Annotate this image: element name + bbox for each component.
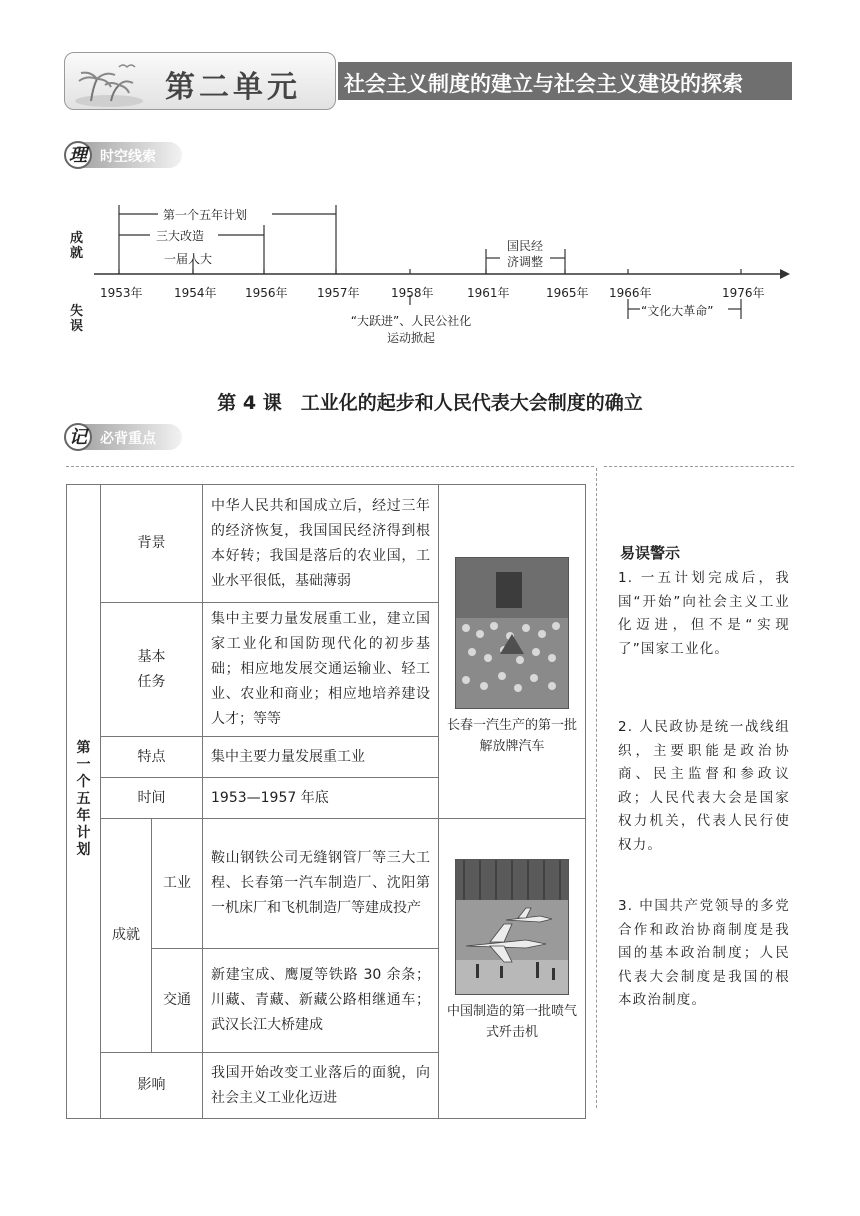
timeline-event-leap: “大跃进”、人民公社化运动掀起 [350,314,472,345]
content-industry: 鞍山钢铁公司无缝钢管厂等三大工程、长春第一汽车制造厂、沈阳第一机床厂和飞机制造厂等建成投产 [203,819,439,949]
timeline-event-npc: 一届人大 [164,252,213,266]
section-tag-timeline-icon: 理 [64,141,92,169]
frame-dash-left [66,466,594,467]
timeline-event-reform: 三大改造 [156,229,205,243]
notes-title: 易误警示 [620,544,681,562]
timeline-year-1961: 1961年 [467,286,510,300]
content-time: 1953—1957 年底 [203,778,439,819]
section-tag-timeline-label: 时空线索 [100,149,156,165]
photo-caption-2: 中国制造的第一批喷气式歼击机 [447,1004,578,1040]
content-task: 集中主要力量发展重工业，建立国家工业化和国防现代化的初步基础；相应地发展交通运输业、轻工业、农业和商业；相应地培养建设人才；等等 [203,603,439,737]
five-year-plan-table [66,484,586,1119]
photo-cell-2 [439,819,586,1119]
lesson-title: 第 4 课 工业化的起步和人民代表大会制度的确立 [217,392,643,414]
label-impact: 影响 [101,1053,203,1119]
note-item-2: 2. 人民政协是统一战线组织，主要职能是政治协商、民主监督和参政议政；人民代表大会是国家权力机关，代表人民行使权力。 [618,719,790,853]
frame-dash-right [604,466,794,467]
timeline-arrow-icon [780,269,790,279]
timeline-year-1957: 1957年 [317,286,360,300]
timeline-year-1953: 1953年 [100,286,143,300]
timeline-year-1954: 1954年 [174,286,217,300]
timeline-year-1956: 1956年 [245,286,288,300]
photo-caption-1: 长春一汽生产的第一批解放牌汽车 [447,718,578,754]
photo-jiefang-trucks [455,557,569,709]
note-item-1: 1. 一五计划完成后，我国“开始”向社会主义工业化迈进，但不是“实现了”国家工业化。 [618,570,790,657]
content-transport: 新建宝成、鹰厦等铁路 30 余条；川藏、青藏、新藏公路相继通车；武汉长江大桥建成 [203,949,439,1053]
label-transport: 交通 [152,949,203,1053]
label-time: 时间 [101,778,203,819]
timeline-event-adjust: 国民经济调整 [506,239,543,269]
timeline-side-mistake: 失误 [70,304,84,334]
timeline-event-plan: 第一个五年计划 [163,208,248,222]
content-background: 中华人民共和国成立后，经过三年的经济恢复，我国国民经济得到根本好转；我国是落后的农业国，工业水平很低，基础薄弱 [203,485,439,603]
label-background: 背景 [101,485,203,603]
island-palm-icon [71,57,151,109]
timeline-year-1958: 1958年 [391,286,434,300]
timeline-event-culture: “文化大革命” [641,304,714,318]
timeline-year-1965: 1965年 [546,286,589,300]
unit-title: 社会主义制度的建立与社会主义建设的探索 [344,72,743,96]
label-industry: 工业 [152,819,203,949]
photo-cell-1 [439,485,586,819]
timeline-year-1976: 1976年 [722,286,765,300]
label-feature: 特点 [101,737,203,778]
label-achievement: 成就 [101,819,152,1053]
content-feature: 集中主要力量发展重工业 [203,737,439,778]
photo-jet-fighters [455,859,569,995]
label-task: 基本任务 [101,603,203,737]
timeline-year-1966: 1966年 [609,286,652,300]
content-impact: 我国开始改变工业落后的面貌，向社会主义工业化迈进 [203,1053,439,1119]
section-tag-memo-label: 必背重点 [100,431,156,447]
note-item-3: 3. 中国共产党领导的多党合作和政治协商制度是我国的基本政治制度；人民代表大会制度是我国的根本政治制度。 [618,898,790,1008]
timeline-side-achievement: 成就 [70,231,84,261]
table-row-header: 第一个五年计划 [67,485,101,1119]
frame-dash-divider [596,468,597,1108]
section-tag-memo-icon: 记 [64,423,92,451]
unit-label: 第二单元 [165,70,301,105]
